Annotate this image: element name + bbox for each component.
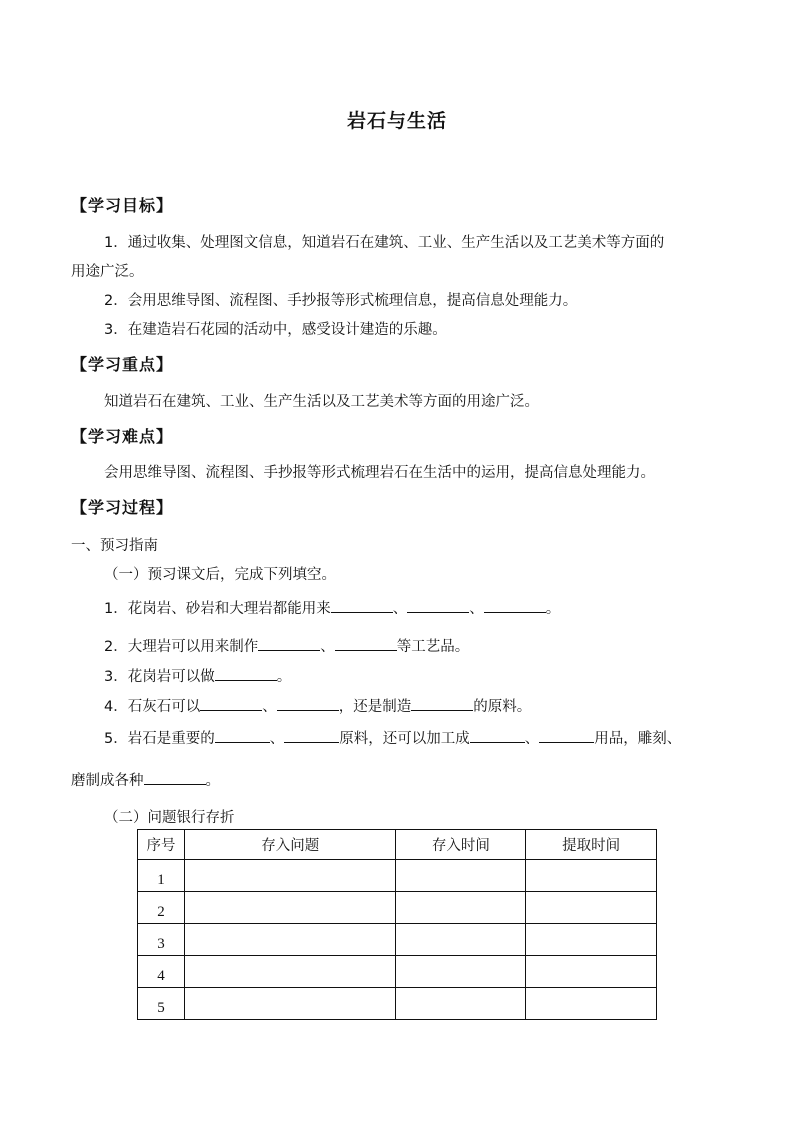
- q5-blank-4[interactable]: [539, 727, 594, 743]
- q4-blank-1[interactable]: [200, 695, 262, 711]
- q3-text: 3．花岗岩可以做: [104, 669, 215, 685]
- q1-blank-2[interactable]: [407, 597, 469, 613]
- table-header-row: [138, 830, 657, 860]
- page-title: 岩石与生活: [346, 110, 447, 132]
- withdraw-time-cell[interactable]: [526, 956, 657, 988]
- table-row: [138, 924, 657, 956]
- q1-blank-1[interactable]: [331, 597, 393, 613]
- q2-blank-1[interactable]: [258, 635, 320, 651]
- q1-text: 1．花岗岩、砂岩和大理岩都能用来: [104, 601, 331, 617]
- preview-sub2: （二）问题银行存折: [104, 810, 235, 826]
- table-row: [138, 988, 657, 1020]
- withdraw-time-cell[interactable]: [526, 988, 657, 1020]
- question-cell[interactable]: [184, 988, 396, 1020]
- q2-sep: 、: [320, 639, 335, 655]
- question-cell[interactable]: [184, 924, 396, 956]
- q3-blank[interactable]: [215, 665, 277, 681]
- process-heading: 【学习过程】: [71, 498, 174, 517]
- question-cell[interactable]: [184, 956, 396, 988]
- q4-blank-2[interactable]: [277, 695, 339, 711]
- goals-heading: 【学习目标】: [71, 196, 174, 215]
- question-5: [104, 727, 681, 749]
- question-5-line2: [71, 769, 220, 791]
- key-text: 知道岩石在建筑、工业、生产生活以及工艺美术等方面的用途广泛。: [104, 394, 539, 410]
- difficulty-heading: 【学习难点】: [71, 427, 174, 446]
- q4-mid: ，还是制造: [338, 699, 412, 715]
- q5-line2-end: 。: [205, 773, 220, 789]
- question-bank-table: [137, 829, 657, 1020]
- q4-end: 的原料。: [473, 699, 532, 715]
- q4-text: 4．石灰石可以: [104, 699, 201, 715]
- q4-sep: 、: [262, 699, 277, 715]
- column-header-serial: 序号: [138, 830, 185, 860]
- question-2: [104, 635, 469, 657]
- column-header-question: 存入问题: [184, 830, 396, 860]
- goal-2: 2．会用思维导图、流程图、手抄报等形式梳理信息，提高信息处理能力。: [104, 293, 578, 309]
- question-3: [104, 665, 291, 687]
- q2-end: 等工艺品。: [396, 639, 470, 655]
- withdraw-time-cell[interactable]: [526, 924, 657, 956]
- deposit-time-cell[interactable]: [396, 956, 526, 988]
- q5-line2-text: 磨制成各种: [71, 773, 144, 789]
- q5-text: 5．岩石是重要的: [104, 731, 215, 747]
- deposit-time-cell[interactable]: [396, 924, 526, 956]
- question-cell[interactable]: [184, 860, 396, 892]
- key-heading: 【学习重点】: [71, 355, 174, 374]
- question-1: [104, 597, 560, 619]
- q5-blank-1[interactable]: [215, 727, 270, 743]
- withdraw-time-cell[interactable]: [526, 860, 657, 892]
- q1-sep1: 、: [392, 601, 408, 617]
- q2-text: 2．大理岩可以用来制作: [104, 639, 259, 655]
- deposit-time-cell[interactable]: [396, 892, 526, 924]
- q1-end: 。: [545, 601, 561, 617]
- q4-blank-3[interactable]: [411, 695, 473, 711]
- q5-blank-2[interactable]: [284, 727, 339, 743]
- question-cell[interactable]: [184, 892, 396, 924]
- table-row: [138, 956, 657, 988]
- row-number: 5: [138, 988, 185, 1020]
- goal-1-line2: 用途广泛。: [71, 264, 144, 280]
- deposit-time-cell[interactable]: [396, 988, 526, 1020]
- q5-mid: 原料，还可以加工成: [339, 731, 470, 747]
- row-number: 2: [138, 892, 185, 924]
- preview-sub1: （一）预习课文后，完成下列填空。: [104, 567, 336, 583]
- q1-blank-3[interactable]: [484, 597, 546, 613]
- difficulty-text: 会用思维导图、流程图、手抄报等形式梳理岩石在生活中的运用，提高信息处理能力。: [104, 465, 655, 481]
- q5-blank-3[interactable]: [470, 727, 525, 743]
- preview-heading: 一、预习指南: [71, 538, 158, 554]
- column-header-withdraw-time: 提取时间: [526, 830, 657, 860]
- q5-sep2: 、: [524, 731, 540, 747]
- column-header-deposit-time: 存入时间: [396, 830, 526, 860]
- row-number: 4: [138, 956, 185, 988]
- goal-1-line1: 1．通过收集、处理图文信息，知道岩石在建筑、工业、生产生活以及工艺美术等方面的: [104, 235, 665, 251]
- goal-3: 3．在建造岩石花园的活动中，感受设计建造的乐趣。: [104, 322, 447, 338]
- withdraw-time-cell[interactable]: [526, 892, 657, 924]
- q3-end: 。: [276, 669, 292, 685]
- row-number: 1: [138, 860, 185, 892]
- table-row: [138, 892, 657, 924]
- q2-blank-2[interactable]: [335, 635, 397, 651]
- q5-sep1: 、: [269, 731, 285, 747]
- row-number: 3: [138, 924, 185, 956]
- q5-blank-5[interactable]: [144, 769, 206, 785]
- q1-sep2: 、: [469, 601, 484, 617]
- q5-end: 用品，雕刻、: [594, 731, 682, 747]
- deposit-time-cell[interactable]: [396, 860, 526, 892]
- question-4: [104, 695, 531, 717]
- table-row: [138, 860, 657, 892]
